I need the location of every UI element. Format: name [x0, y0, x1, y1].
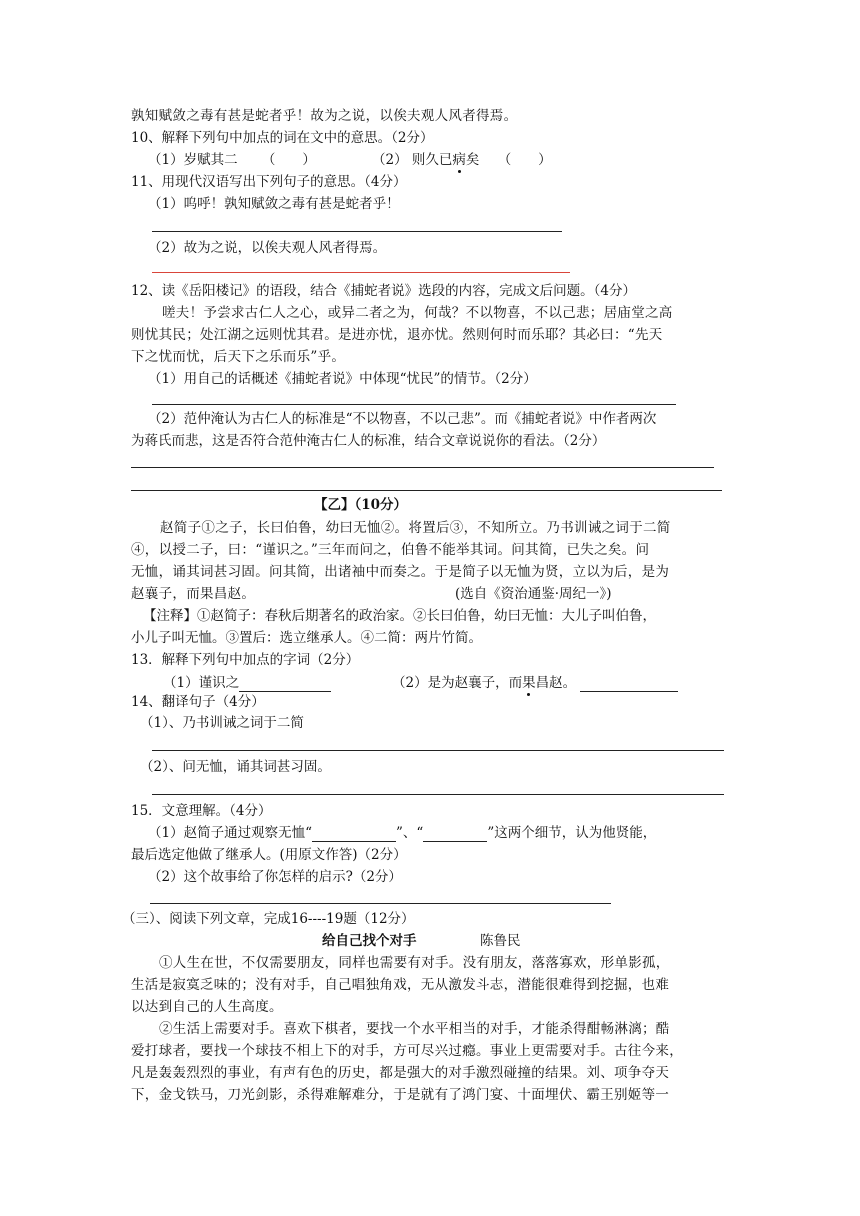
- para2-line-1: ②生活上需要对手。喜欢下棋者，要找一个水平相当的对手，才能杀得酣畅淋漓；酷: [159, 1021, 670, 1037]
- q15-title: 15．文意理解。（4分）: [131, 803, 272, 819]
- yi-source: (选自《资治通鉴·周纪一》): [455, 586, 612, 602]
- q14-title: 14、翻译句子（4分）: [131, 694, 265, 710]
- q12-quote-line-1: 嗟夫！予尝求古仁人之心，或异二者之为，何哉？不以物喜，不以己悲；居庙堂之高: [162, 305, 673, 321]
- q15-item1-text-a: （1）赵简子通过观察无恤“: [148, 825, 312, 841]
- q15-item1-line-1: [148, 824, 656, 842]
- q15-item1-line-2: 最后选定他做了继承人。(用原文作答)（2分）: [131, 847, 407, 863]
- para1-line-1: ①人生在世，不仅需要朋友，同样也需要有对手。没有朋友，落落寡欢，形单影孤，: [159, 955, 670, 971]
- q13-item1-text: （1）谨识之: [163, 675, 240, 691]
- q14-item2: （2）、问无恤，诵其词甚习固。: [140, 759, 331, 775]
- q15-item1-text-b: ”、“: [396, 825, 424, 841]
- q10-item2-answer[interactable]: （ ）: [497, 152, 552, 168]
- para1-line-2: 生活是寂寞乏味的；没有对手，自己唱独角戏，无从激发斗志，潜能很难得到挖掘，也难: [131, 977, 670, 993]
- q13-item2-dotted-char: 果: [522, 675, 536, 691]
- q10-item2-text-b: 矣: [465, 152, 480, 168]
- yi-passage-line-2: ④，以授二子，曰：“谨识之。”三年而问之，伯鲁不能举其词。问其简，已失之矣。问: [131, 542, 650, 558]
- q10-title: 10、解释下列句中加点的词在文中的意思。（2分）: [131, 130, 434, 146]
- q10-item1-text: （1）岁赋其二: [148, 152, 238, 168]
- q12-item1: （1）用自己的话概述《捕蛇者说》中体现“忧民”的情节。（2分）: [148, 371, 537, 387]
- section-yi-heading: 【乙】（10分）: [314, 497, 408, 513]
- q11-answer-line-1[interactable]: [152, 231, 562, 232]
- yi-passage-line-3: 无恤，诵其词甚习固。问其简，出诸袖中而奏之。于是简子以无恤为贤，立以为后，是为: [131, 564, 670, 580]
- q15-answer-line[interactable]: [150, 903, 611, 904]
- q15-item2: （2）这个故事给了你怎样的启示?（2分）: [148, 869, 402, 885]
- passage-tail: 孰知赋敛之毒有甚是蛇者乎！故为之说，以俟夫观人风者得焉。: [131, 108, 518, 124]
- q13-title: 13．解释下列句中加点的字词（2分）: [131, 652, 360, 668]
- q14-answer-line-1[interactable]: [152, 750, 724, 751]
- q12-answer-line-3[interactable]: [131, 490, 722, 491]
- para2-line-2: 爱打球者，要找一个球技不相上下的对手，方可尽兴过瘾。事业上更需要对手。古往今来，: [131, 1043, 683, 1059]
- article-author: 陈鲁民: [480, 933, 521, 949]
- yi-note-line-2: 小儿子叫无恤。③置后：选立继承人。④二简：两片竹简。: [131, 630, 482, 646]
- para2-line-4: 下，金戈铁马，刀光剑影，杀得难解难分，于是就有了鸿门宴、十面埋伏、霸王别姬等一: [131, 1087, 670, 1103]
- section3-title: （三）、阅读下列文章，完成16----19题（12分）: [122, 911, 415, 927]
- para2-line-3: 凡是轰轰烈烈的事业，有声有色的历史，都是强大的对手激烈碰撞的结果。刘、项争夺天: [131, 1065, 670, 1081]
- q11-title: 11、用现代汉语写出下列句子的意思。（4分）: [131, 174, 407, 190]
- q12-item2-line-1: （2）范仲淹认为古仁人的标准是“不以物喜，不以己悲”。而《捕蛇者说》中作者两次: [148, 411, 657, 427]
- q12-answer-line-1[interactable]: [152, 404, 676, 405]
- q12-title: 12、读《岳阳楼记》的语段，结合《捕蛇者说》选段的内容，完成文后问题。（4分）: [131, 283, 637, 299]
- q10-item2: [372, 151, 552, 169]
- q12-answer-line-2[interactable]: [131, 467, 714, 468]
- q11-item1: （1）呜呼！孰知赋敛之毒有甚是蛇者乎！: [148, 196, 400, 212]
- q14-item1: （1）、乃书训诫之词于二简: [140, 715, 304, 731]
- q13-item1-blank[interactable]: [239, 677, 331, 692]
- article-title: 给自己找个对手: [322, 933, 417, 949]
- para1-line-3: 以达到自己的人生高度。: [131, 999, 283, 1015]
- q12-quote-line-2: 则忧其民；处江湖之远则忧其君。是进亦忧，退亦忧。然则何时而乐耶？其必曰：“先天: [131, 327, 663, 343]
- q10-item2-dotted-char: 病: [452, 152, 466, 168]
- q11-answer-line-2[interactable]: [152, 272, 570, 273]
- q15-blank-1[interactable]: [312, 827, 396, 842]
- q12-item2-line-2: 为蒋氏而悲，这是否符合范仲淹古仁人的标准，结合文章说说你的看法。（2分）: [131, 433, 606, 449]
- q12-quote-line-3: 下之忧而忧，后天下之乐而乐”乎。: [131, 349, 346, 365]
- yi-passage-line-1: 赵简子①之子，长曰伯鲁，幼曰无恤②。将置后③，不知所立。乃书训诫之词于二简: [160, 520, 671, 536]
- q13-item2: [392, 674, 678, 692]
- yi-passage-line-4: 赵襄子，而果昌赵。: [131, 586, 256, 602]
- q13-item2-text-a: （2）是为赵襄子，而: [392, 675, 523, 691]
- q11-item2: （2）故为之说，以俟夫观人风者得焉。: [148, 240, 387, 256]
- q13-item2-text-b: 昌赵。: [535, 675, 577, 691]
- q10-item1-answer[interactable]: （ ）: [261, 152, 316, 168]
- q10-item2-text-a: （2） 则久已: [372, 152, 453, 168]
- q13-item2-blank[interactable]: [580, 677, 678, 692]
- q15-blank-2[interactable]: [423, 827, 487, 842]
- q15-item1-text-c: ”这两个细节，认为他贤能，: [487, 825, 657, 841]
- yi-note-line-1: 【注释】①赵简子：春秋后期著名的政治家。②长曰伯鲁，幼曰无恤：大儿子叫伯鲁，: [143, 608, 656, 624]
- q13-item1: [163, 674, 331, 692]
- q14-answer-line-2[interactable]: [152, 794, 724, 795]
- q10-item1: [148, 151, 316, 169]
